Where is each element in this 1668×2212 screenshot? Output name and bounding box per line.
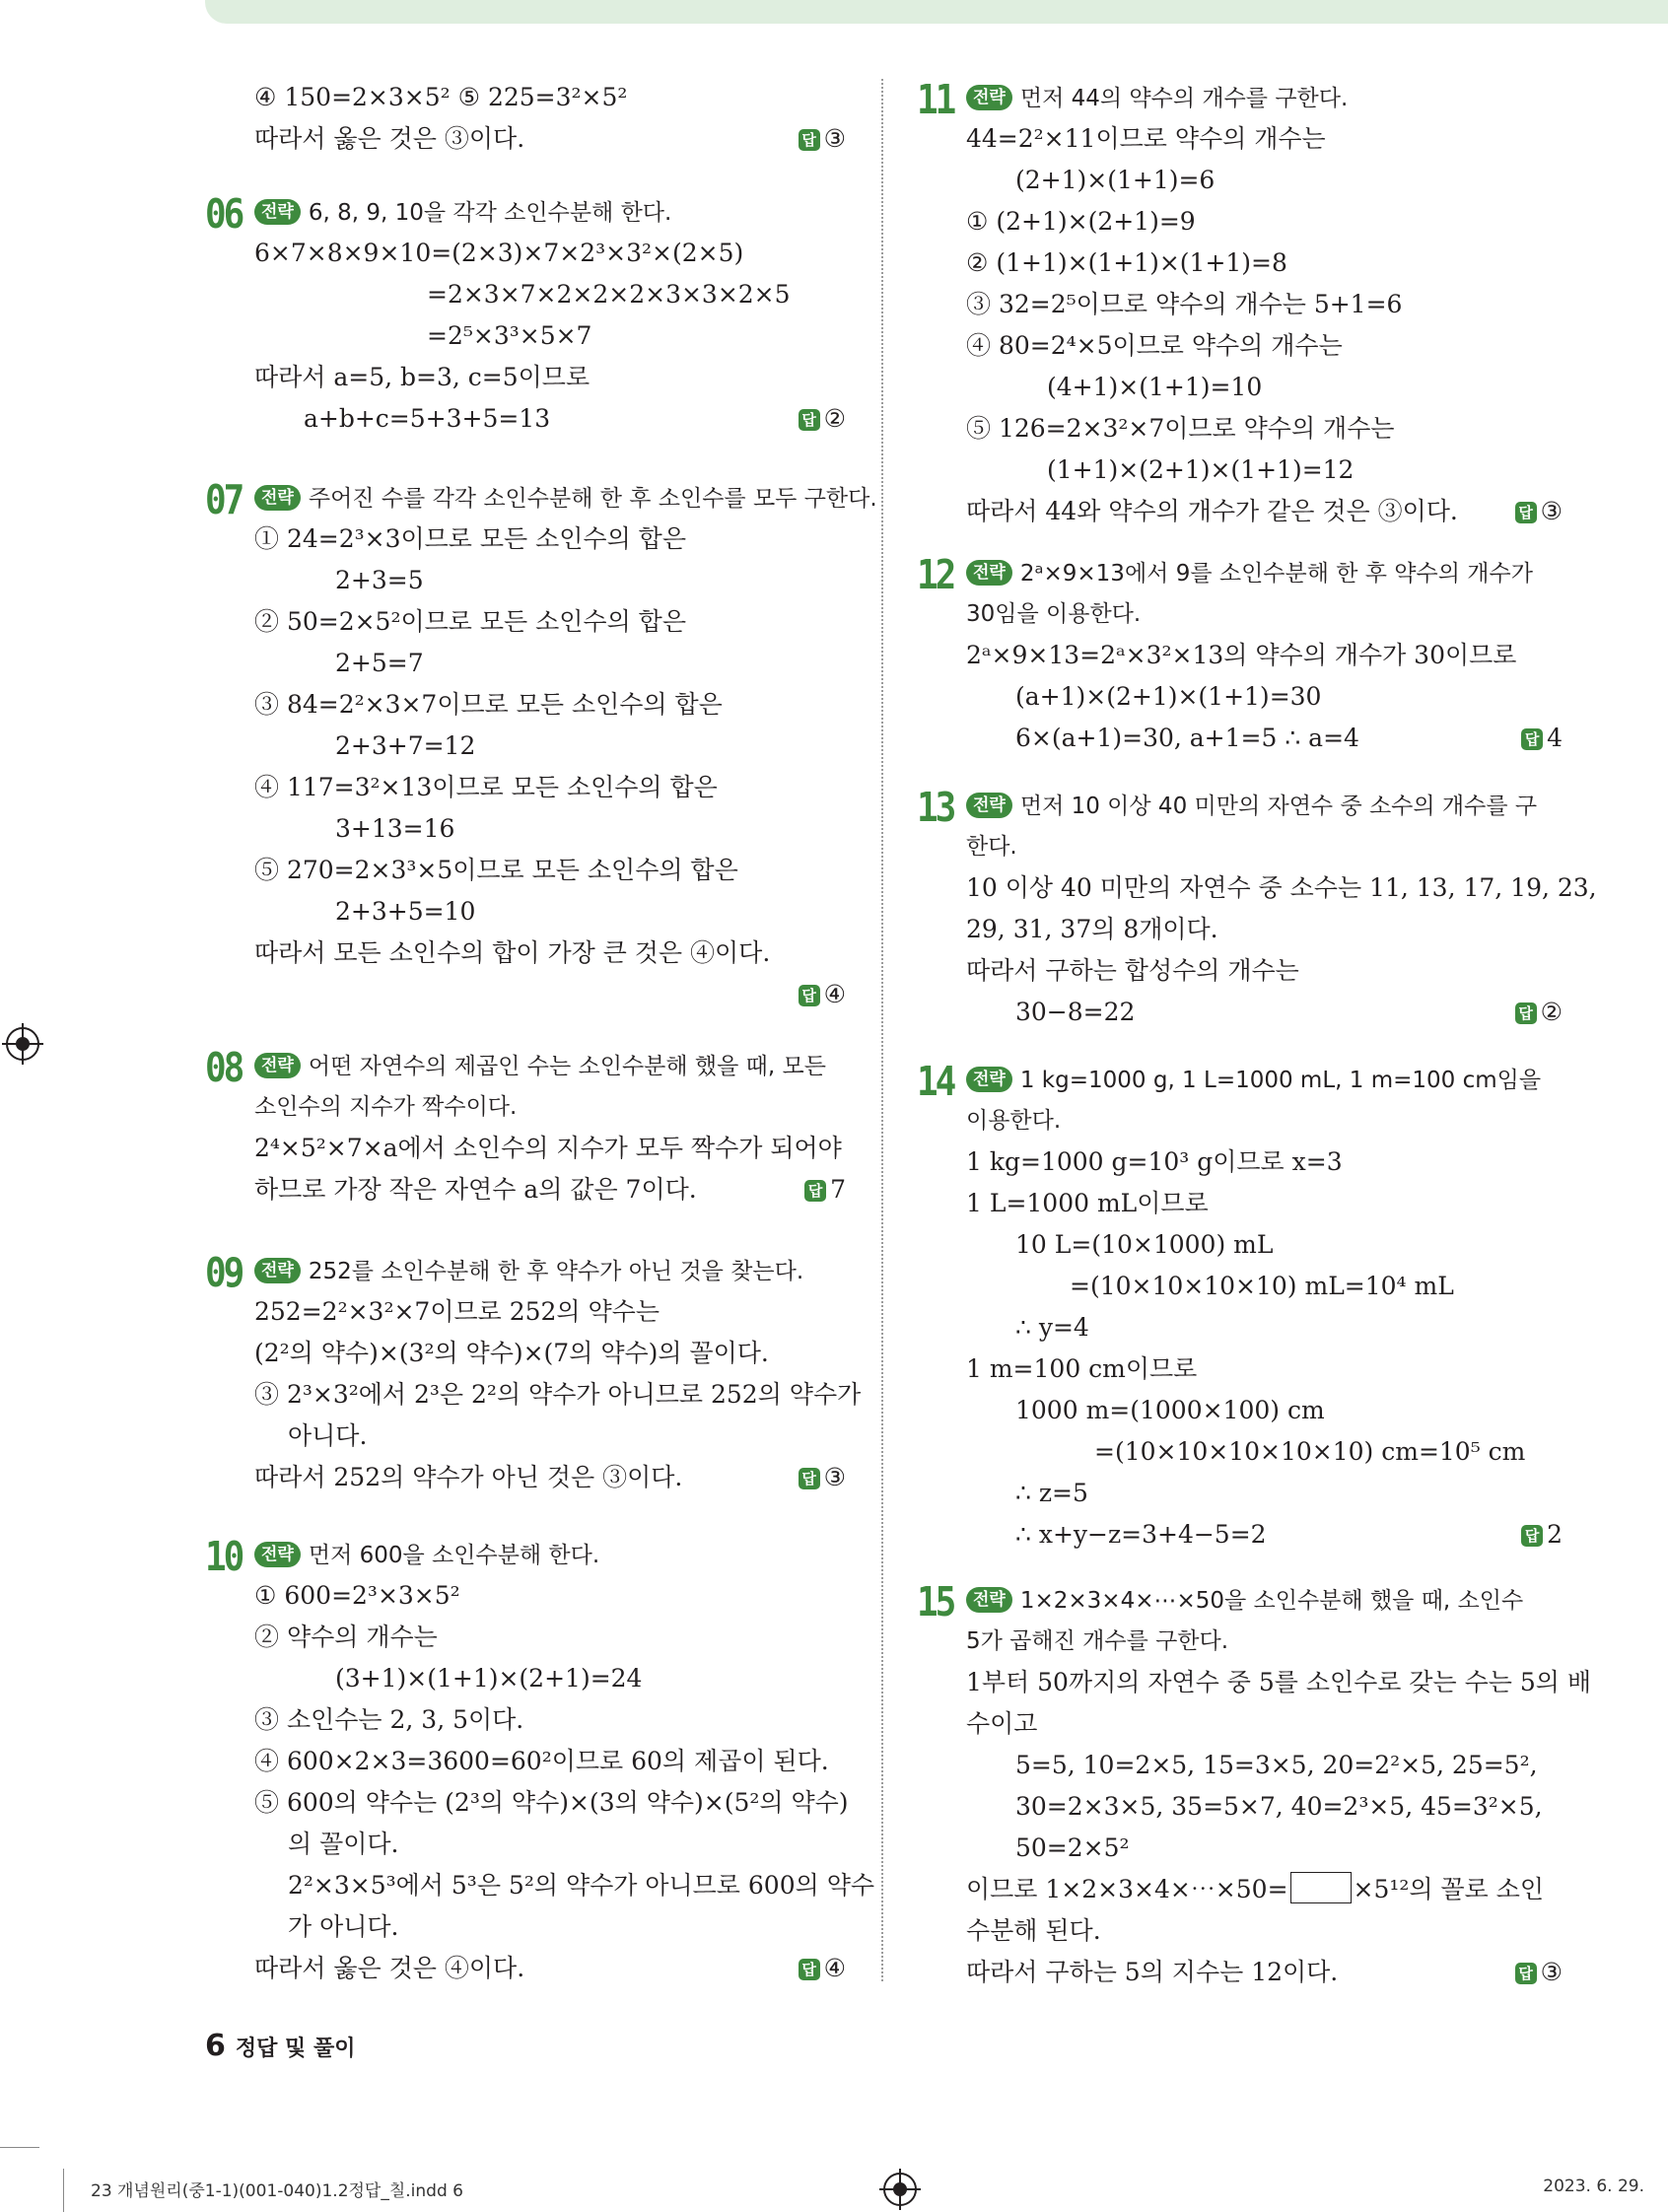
answer-icon: 답 (799, 409, 820, 431)
solution-line: ① 600=2³×3×5² (254, 1581, 460, 1610)
strategy-text: 한다. (966, 834, 1017, 860)
strategy-tag: 전략 (254, 485, 301, 511)
solution-line: 따라서 a=5, b=3, c=5이므로 (254, 363, 591, 391)
answer: 답 ④ (799, 1948, 846, 1989)
problem-number: 10 (205, 1534, 243, 1581)
solution-line: =2⁵×3³×5×7 (427, 321, 592, 350)
strategy-text: 2ᵃ×9×13에서 9를 소인수분해 한 후 약수의 개수가 (1019, 561, 1533, 587)
solution-line: (1+1)×(2+1)×(1+1)=12 (1047, 455, 1355, 484)
answer: 답 ③ (799, 118, 846, 160)
solution-line: ⑤ 126=2×3²×7이므로 약수의 개수는 (966, 414, 1395, 443)
solution-line: ④ 117=3²×13이므로 모든 소인수의 합은 (254, 773, 718, 801)
answer-icon: 답 (1515, 502, 1537, 523)
strategy-text: 5가 곱해진 개수를 구한다. (966, 1628, 1229, 1654)
answer: 답 ③ (799, 1457, 846, 1498)
solution-line: =(10×10×10×10×10) cm=10⁵ cm (1094, 1437, 1526, 1466)
solution-line: 하므로 가장 작은 자연수 a의 값은 7이다. (254, 1175, 697, 1204)
solution-line: ③ 32=2⁵이므로 약수의 개수는 5+1=6 (966, 290, 1403, 318)
solution-line: 따라서 구하는 합성수의 개수는 (966, 956, 1299, 985)
solution-line: 1 kg=1000 g=10³ g이므로 x=3 (966, 1147, 1343, 1176)
answer: 답 7 (804, 1169, 846, 1210)
strategy-tag: 전략 (254, 1053, 301, 1078)
crop-mark (63, 2169, 64, 2212)
solution-line: 의 꼴이다. (288, 1830, 399, 1858)
solution-line: 50=2×5² (1015, 1833, 1130, 1862)
solution-line: ③ 2³×3²에서 2³은 2²의 약수가 아니므로 252의 약수가 (254, 1380, 862, 1409)
answer-icon: 답 (1515, 1963, 1537, 1984)
answer: 답 ② (799, 398, 846, 440)
solution-line: (2²의 약수)×(3²의 약수)×(7의 약수)의 꼴이다. (254, 1339, 769, 1367)
answer: 답 ③ (1515, 1952, 1563, 1993)
solution-line: ② 50=2×5²이므로 모든 소인수의 합은 (254, 607, 686, 636)
solution-line: 1000 m=(1000×100) cm (1015, 1396, 1325, 1424)
strategy-text: 먼저 10 이상 40 미만의 자연수 중 소수의 개수를 구 (1019, 794, 1538, 819)
answer-icon: 답 (799, 1468, 820, 1489)
problem-number: 11 (917, 77, 954, 124)
solution-text: 이므로 1×2×3×4×⋯×50= (966, 1875, 1288, 1903)
strategy-text: 어떤 자연수의 제곱인 수는 소인수분해 했을 때, 모든 (308, 1054, 826, 1079)
answer-icon: 답 (804, 1180, 826, 1202)
strategy-text: 먼저 44의 약수의 개수를 구한다. (1019, 86, 1349, 111)
solution-text: ×5¹²의 꼴로 소인 (1353, 1875, 1545, 1903)
strategy-tag: 전략 (966, 85, 1012, 110)
strategy-text: 소인수의 지수가 짝수이다. (254, 1094, 518, 1120)
solution-line: ③ 84=2²×3×7이므로 모든 소인수의 합은 (254, 690, 723, 719)
solution-line: 따라서 구하는 5의 지수는 12이다. (966, 1958, 1339, 1986)
solution-line: 3+13=16 (335, 814, 455, 843)
solution-line: 아니다. (288, 1421, 368, 1450)
solution-line: 2+3+5=10 (335, 897, 476, 926)
answer-icon: 답 (1521, 1525, 1543, 1547)
solution-line: 30−8=22 (1015, 998, 1136, 1026)
problem-number: 13 (917, 785, 954, 832)
problem-number: 14 (917, 1059, 954, 1106)
solution-line: ④ 80=2⁴×5이므로 약수의 개수는 (966, 331, 1343, 360)
solution-line: 6×7×8×9×10=(2×3)×7×2³×3²×(2×5) (254, 239, 744, 267)
solution-line: 6×(a+1)=30, a+1=5 ∴ a=4 (1015, 724, 1359, 752)
solution-line: ② (1+1)×(1+1)×(1+1)=8 (966, 248, 1287, 277)
answer-icon: 답 (1521, 728, 1543, 750)
strategy-tag: 전략 (254, 1542, 301, 1567)
solution-line: ④ 150=2×3×5² ⑤ 225=3²×5² (254, 83, 628, 111)
strategy-text: 1×2×3×4×⋯×50을 소인수분해 했을 때, 소인수 (1019, 1588, 1524, 1614)
problem-number: 15 (917, 1579, 954, 1626)
answer: 답 4 (1521, 718, 1563, 759)
page-number: 6 (205, 2029, 226, 2063)
solution-line: 2+5=7 (335, 649, 424, 677)
solution-line: 따라서 옳은 것은 ④이다. (254, 1954, 525, 1982)
solution-line: 수이고 (966, 1709, 1038, 1738)
registration-mark-icon (6, 1027, 39, 1061)
answer-icon: 답 (799, 1959, 820, 1980)
strategy-text: 252를 소인수분해 한 후 약수가 아닌 것을 찾는다. (308, 1259, 804, 1284)
strategy-text: 먼저 600을 소인수분해 한다. (308, 1543, 600, 1568)
solution-line: 10 이상 40 미만의 자연수 중 소수는 11, 13, 17, 19, 23, (966, 873, 1597, 902)
answer: 답 ④ (799, 974, 846, 1015)
solution-line: (a+1)×(2+1)×(1+1)=30 (1015, 682, 1322, 711)
solution-line: =2×3×7×2×2×2×3×3×2×5 (427, 280, 791, 309)
solution-line: =(10×10×10×10) mL=10⁴ mL (1070, 1272, 1454, 1300)
answer: 답 ② (1515, 992, 1563, 1033)
solution-line: 1부터 50까지의 자연수 중 5를 소인수로 갖는 수는 5의 배 (966, 1668, 1592, 1696)
slug-filename: 23 개념원리(중1-1)(001-040)1.2정답_칠.indd 6 (91, 2181, 463, 2201)
solution-line: 2⁴×5²×7×a에서 소인수의 지수가 모두 짝수가 되어야 (254, 1134, 842, 1162)
solution-line: 따라서 252의 약수가 아닌 것은 ③이다. (254, 1463, 683, 1491)
answer-icon: 답 (799, 985, 820, 1006)
footer-title: 정답 및 풀이 (235, 2037, 356, 2061)
solution-line: 2ᵃ×9×13=2ᵃ×3²×13의 약수의 개수가 30이므로 (966, 641, 1517, 669)
problem-number: 09 (205, 1250, 243, 1297)
solution-line: (3+1)×(1+1)×(2+1)=24 (335, 1664, 643, 1693)
solution-line: ① 24=2³×3이므로 모든 소인수의 합은 (254, 524, 686, 553)
solution-line: 1 L=1000 mL이므로 (966, 1189, 1209, 1217)
solution-line: 1 m=100 cm이므로 (966, 1354, 1198, 1383)
solution-line: ⑤ 270=2×3³×5이므로 모든 소인수의 합은 (254, 856, 738, 884)
solution-line: 따라서 44와 약수의 개수가 같은 것은 ③이다. (966, 497, 1458, 525)
answer: 답 2 (1521, 1514, 1563, 1555)
solution-line: 2²×3×5³에서 5³은 5²의 약수가 아니므로 600의 약수 (288, 1871, 875, 1900)
solution-line: 따라서 모든 소인수의 합이 가장 큰 것은 ④이다. (254, 938, 771, 967)
solution-line: 10 L=(10×1000) mL (1015, 1230, 1274, 1259)
solution-line: 29, 31, 37의 8개이다. (966, 915, 1218, 943)
solution-line: 5=5, 10=2×5, 15=3×5, 20=2²×5, 25=5², (1015, 1751, 1538, 1779)
solution-line: 가 아니다. (288, 1912, 399, 1941)
solution-line: 수분해 된다. (966, 1916, 1101, 1945)
solution-line: ① (2+1)×(2+1)=9 (966, 207, 1196, 236)
answer: 답 ③ (1515, 491, 1563, 532)
header-band (205, 0, 1668, 24)
solution-line: ④ 600×2×3=3600=60²이므로 60의 제곱이 된다. (254, 1747, 829, 1775)
strategy-tag: 전략 (966, 793, 1012, 818)
strategy-tag: 전략 (966, 560, 1012, 586)
strategy-text: 1 kg=1000 g, 1 L=1000 mL, 1 m=100 cm임을 (1019, 1068, 1542, 1093)
strategy-text: 30임을 이용한다. (966, 601, 1142, 627)
strategy-tag: 전략 (254, 199, 301, 225)
solution-line: 252=2²×3²×7이므로 252의 약수는 (254, 1297, 660, 1326)
solution-line: (4+1)×(1+1)=10 (1047, 373, 1263, 401)
problem-number: 08 (205, 1045, 243, 1092)
solution-line: ∴ y=4 (1015, 1313, 1089, 1342)
crop-mark (0, 2147, 39, 2148)
slug-date: 2023. 6. 29. (1543, 2177, 1644, 2196)
solution-line: a+b+c=5+3+5=13 (304, 404, 551, 433)
strategy-text: 6, 8, 9, 10을 각각 소인수분해 한다. (308, 200, 672, 226)
solution-line: ② 약수의 개수는 (254, 1623, 438, 1651)
solution-line: 30=2×3×5, 35=5×7, 40=2³×5, 45=3²×5, (1015, 1792, 1543, 1821)
blank-box (1290, 1872, 1352, 1903)
solution-line: 따라서 옳은 것은 ③이다. (254, 124, 525, 153)
problem-number: 12 (917, 552, 954, 599)
solution-line (966, 1869, 1544, 1910)
strategy-text: 주어진 수를 각각 소인수분해 한 후 소인수를 모두 구한다. (308, 486, 877, 512)
solution-line: (2+1)×(1+1)=6 (1015, 166, 1216, 194)
strategy-text: 이용한다. (966, 1108, 1062, 1134)
solution-line: ⑤ 600의 약수는 (2³의 약수)×(3의 약수)×(5²의 약수) (254, 1788, 849, 1817)
solution-line: 44=2²×11이므로 약수의 개수는 (966, 124, 1326, 153)
column-divider (881, 79, 883, 1981)
solution-line: 2+3+7=12 (335, 731, 476, 760)
solution-line: ∴ x+y−z=3+4−5=2 (1015, 1520, 1267, 1549)
problem-number: 07 (205, 477, 243, 524)
registration-mark-icon (883, 2173, 917, 2206)
strategy-tag: 전략 (254, 1258, 301, 1283)
strategy-tag: 전략 (966, 1587, 1012, 1613)
solution-line: ③ 소인수는 2, 3, 5이다. (254, 1705, 524, 1734)
solution-line: 2+3=5 (335, 566, 424, 594)
solution-line: ∴ z=5 (1015, 1479, 1088, 1507)
problem-number: 06 (205, 191, 243, 239)
answer-icon: 답 (799, 129, 820, 151)
strategy-tag: 전략 (966, 1067, 1012, 1092)
page-footer (205, 2029, 355, 2063)
answer-icon: 답 (1515, 1002, 1537, 1024)
